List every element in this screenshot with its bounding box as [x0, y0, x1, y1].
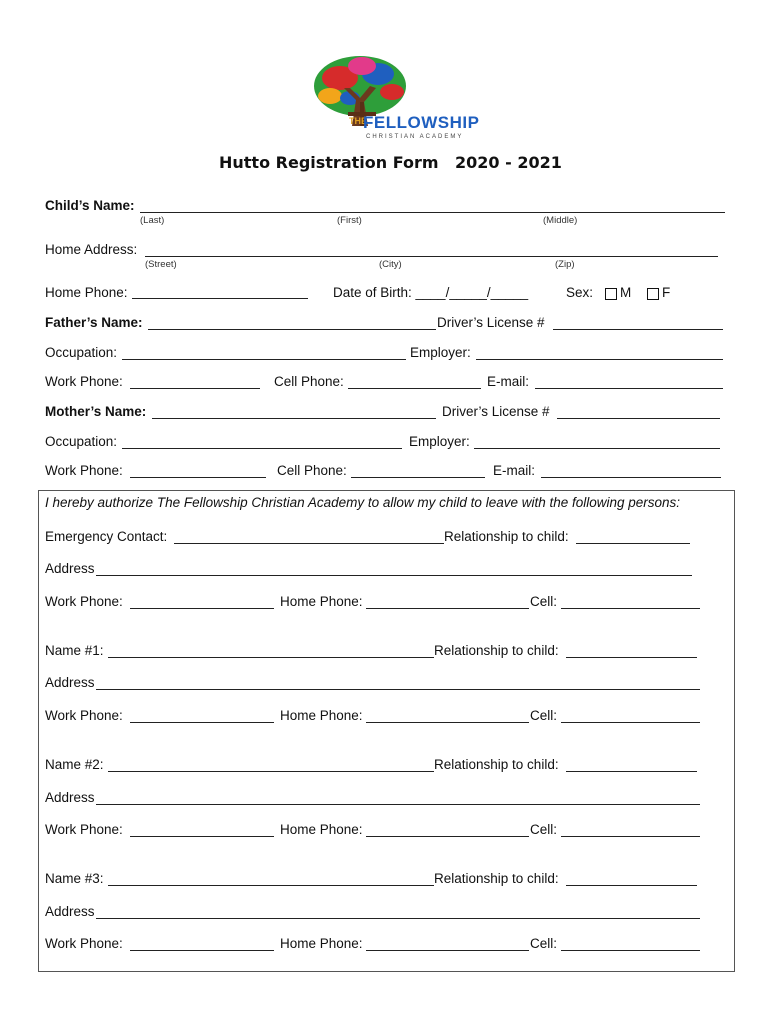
name3-work-phone-label: Work Phone:	[45, 936, 123, 951]
emergency-relationship-field[interactable]	[576, 543, 690, 544]
father-occupation-label: Occupation:	[45, 345, 118, 360]
sex-male-label: M	[620, 285, 632, 300]
name2-relationship-field[interactable]	[566, 771, 697, 772]
father-name-field[interactable]	[148, 329, 436, 330]
father-work-phone-field[interactable]	[130, 388, 260, 389]
child-name-field[interactable]	[140, 212, 725, 213]
home-address-field[interactable]	[145, 256, 718, 257]
name1-relationship-label: Relationship to child:	[434, 643, 559, 658]
name1-work-phone-label: Work Phone:	[45, 708, 123, 723]
form-title: Hutto Registration Form	[219, 153, 439, 172]
mother-occupation-field[interactable]	[122, 448, 402, 449]
emergency-home-phone-field[interactable]	[366, 608, 529, 609]
father-cell-field[interactable]	[348, 388, 481, 389]
name1-cell-field[interactable]	[561, 722, 700, 723]
name1-cell-label: Cell:	[530, 708, 558, 723]
name2-work-phone-label: Work Phone:	[45, 822, 123, 837]
emergency-cell-label: Cell:	[530, 594, 558, 609]
mother-name-field[interactable]	[152, 418, 436, 419]
mother-license-label: Driver’s License #	[442, 404, 550, 419]
sex-female-label: F	[662, 285, 671, 300]
mother-employer-label: Employer:	[409, 434, 470, 449]
mother-license-field[interactable]	[557, 418, 720, 419]
name3-home-phone-field[interactable]	[366, 950, 529, 951]
mother-work-phone-label: Work Phone:	[45, 463, 123, 478]
name3-cell-field[interactable]	[561, 950, 700, 951]
mother-occupation-label: Occupation:	[45, 434, 118, 449]
name3-field[interactable]	[108, 885, 434, 886]
child-middle-caption: (Middle)	[543, 215, 578, 226]
name3-relationship-field[interactable]	[566, 885, 697, 886]
name2-cell-label: Cell:	[530, 822, 558, 837]
name1-field[interactable]	[108, 657, 434, 658]
name3-address-field[interactable]	[96, 918, 700, 919]
authorization-statement: I hereby authorize The Fellowship Christian Academy to allow my child to leave with the following persons:	[45, 495, 681, 510]
mother-email-field[interactable]	[541, 477, 721, 478]
mother-name-label: Mother’s Name:	[45, 404, 147, 419]
father-work-phone-label: Work Phone:	[45, 374, 123, 389]
name3-label: Name #3:	[45, 871, 104, 886]
name2-address-label: Address	[45, 790, 95, 805]
emergency-contact-field[interactable]	[174, 543, 444, 544]
sex-label: Sex:	[566, 285, 594, 300]
name2-address-field[interactable]	[96, 804, 700, 805]
mother-email-label: E-mail:	[493, 463, 536, 478]
mother-work-phone-field[interactable]	[130, 477, 266, 478]
home-phone-field[interactable]	[132, 298, 308, 299]
child-first-caption: (First)	[337, 215, 362, 226]
father-name-label: Father’s Name:	[45, 315, 143, 330]
emergency-cell-field[interactable]	[561, 608, 700, 609]
name1-address-field[interactable]	[96, 689, 700, 690]
logo-wordmark: FELLOWSHIP	[363, 113, 480, 132]
emergency-address-field[interactable]	[96, 575, 692, 576]
emergency-work-phone-label: Work Phone:	[45, 594, 123, 609]
city-caption: (City)	[379, 259, 402, 270]
logo-subtitle: CHRISTIAN ACADEMY	[366, 134, 464, 140]
name2-cell-field[interactable]	[561, 836, 700, 837]
home-address-label: Home Address:	[45, 242, 138, 257]
child-name-label: Child’s Name:	[45, 198, 135, 213]
name3-work-phone-field[interactable]	[130, 950, 274, 951]
name1-home-phone-field[interactable]	[366, 722, 529, 723]
logo-prefix: THE	[349, 116, 367, 126]
name2-home-phone-label: Home Phone:	[280, 822, 363, 837]
father-license-label: Driver’s License #	[437, 315, 545, 330]
street-caption: (Street)	[145, 259, 177, 270]
name2-work-phone-field[interactable]	[130, 836, 274, 837]
home-phone-label: Home Phone:	[45, 285, 128, 300]
emergency-relationship-label: Relationship to child:	[444, 529, 569, 544]
emergency-work-phone-field[interactable]	[130, 608, 274, 609]
child-last-caption: (Last)	[140, 215, 165, 226]
father-employer-field[interactable]	[476, 359, 723, 360]
name2-home-phone-field[interactable]	[366, 836, 529, 837]
name2-relationship-label: Relationship to child:	[434, 757, 559, 772]
name1-address-label: Address	[45, 675, 95, 690]
dob-label[interactable]: Date of Birth: ____/_____/_____	[333, 285, 529, 300]
father-email-label: E-mail:	[487, 374, 530, 389]
name1-work-phone-field[interactable]	[130, 722, 274, 723]
name1-label: Name #1:	[45, 643, 104, 658]
sex-female-checkbox[interactable]	[647, 288, 659, 300]
name3-cell-label: Cell:	[530, 936, 558, 951]
father-employer-label: Employer:	[410, 345, 471, 360]
father-license-field[interactable]	[553, 329, 723, 330]
sex-male-checkbox[interactable]	[605, 288, 617, 300]
authorization-box	[38, 490, 735, 972]
name2-field[interactable]	[108, 771, 434, 772]
mother-employer-field[interactable]	[474, 448, 720, 449]
form-year: 2020 - 2021	[455, 153, 562, 172]
father-occupation-field[interactable]	[122, 359, 406, 360]
emergency-contact-label: Emergency Contact:	[45, 529, 168, 544]
name3-relationship-label: Relationship to child:	[434, 871, 559, 886]
emergency-home-phone-label: Home Phone:	[280, 594, 363, 609]
name1-relationship-field[interactable]	[566, 657, 697, 658]
emergency-address-label: Address	[45, 561, 95, 576]
name3-home-phone-label: Home Phone:	[280, 936, 363, 951]
father-cell-label: Cell Phone:	[274, 374, 344, 389]
mother-cell-field[interactable]	[351, 477, 485, 478]
name3-address-label: Address	[45, 904, 95, 919]
name2-label: Name #2:	[45, 757, 104, 772]
father-email-field[interactable]	[535, 388, 723, 389]
zip-caption: (Zip)	[555, 259, 575, 270]
name1-home-phone-label: Home Phone:	[280, 708, 363, 723]
mother-cell-label: Cell Phone:	[277, 463, 347, 478]
